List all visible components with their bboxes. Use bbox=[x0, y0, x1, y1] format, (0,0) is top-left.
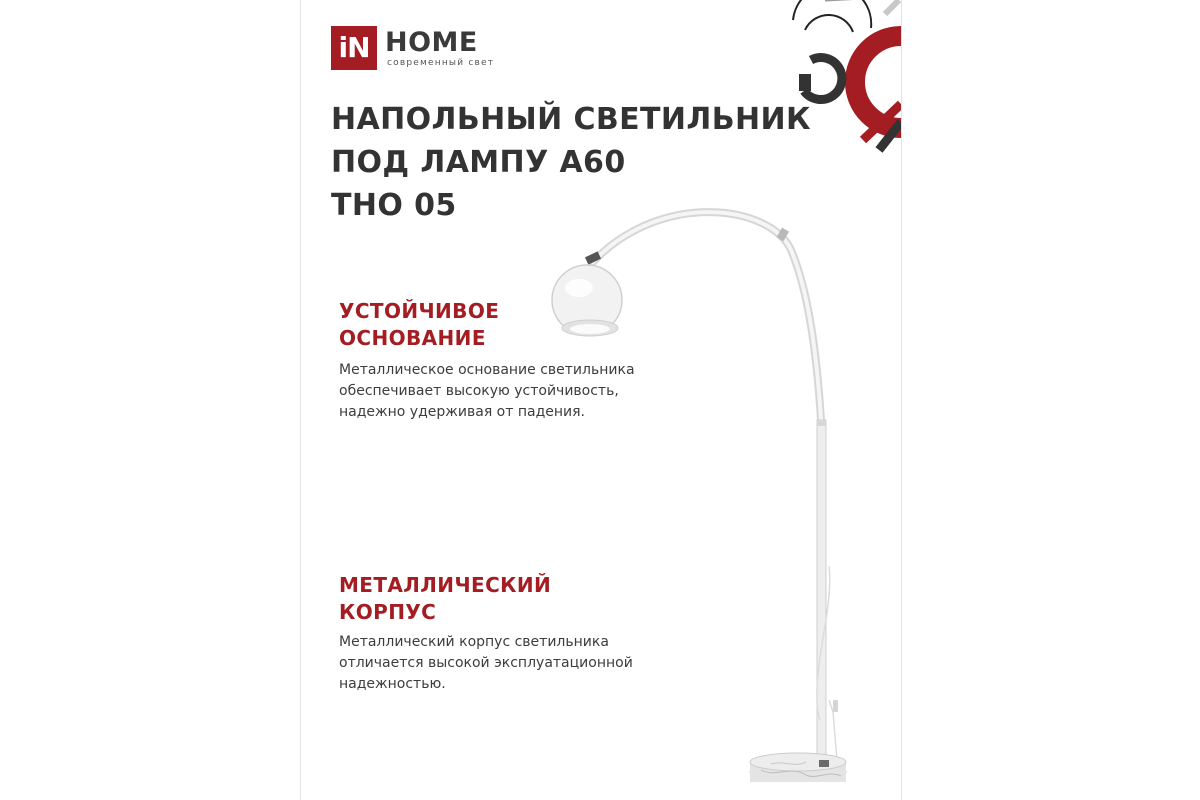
thin-arc-icon bbox=[793, 0, 871, 28]
feature-text-line: обеспечивает высокую устойчивость, bbox=[339, 383, 619, 399]
feature-text-line: отличается высокой эксплуатационной bbox=[339, 655, 633, 671]
feature-heading-body bbox=[339, 572, 551, 626]
feature-text-line: надежностью. bbox=[339, 676, 446, 692]
feature-heading-line: МЕТАЛЛИЧЕСКИЙ bbox=[339, 573, 552, 597]
feature-heading-line: ОСНОВАНИЕ bbox=[339, 326, 486, 350]
title-line-2: ПОД ЛАМПУ А60 bbox=[331, 145, 626, 180]
brand-tagline: современный свет bbox=[387, 58, 495, 68]
title-line-1: НАПОЛЬНЫЙ СВЕТИЛЬНИК bbox=[331, 102, 811, 137]
feature-text-stability bbox=[339, 360, 635, 423]
product-card bbox=[300, 0, 902, 800]
feature-text-line: Металлический корпус светильника bbox=[339, 634, 609, 650]
feature-heading-stability bbox=[339, 298, 499, 352]
feature-heading-line: КОРПУС bbox=[339, 600, 437, 624]
title-line-3: THO 05 bbox=[331, 188, 457, 223]
product-title bbox=[331, 98, 811, 227]
feature-heading-line: УСТОЙЧИВОЕ bbox=[339, 299, 500, 323]
feature-text-line: Металлическое основание светильника bbox=[339, 362, 635, 378]
logo-wordmark: HOME bbox=[385, 27, 478, 58]
floor-lamp-image bbox=[552, 212, 846, 782]
light-bar-icon bbox=[885, 0, 899, 14]
feature-text-body bbox=[339, 632, 633, 695]
thin-arc-inner-icon bbox=[805, 15, 853, 32]
logo-mark: iN bbox=[331, 26, 377, 70]
feature-text-line: надежно удерживая от падения. bbox=[339, 404, 586, 420]
dark-ring-tick-icon bbox=[799, 74, 811, 91]
